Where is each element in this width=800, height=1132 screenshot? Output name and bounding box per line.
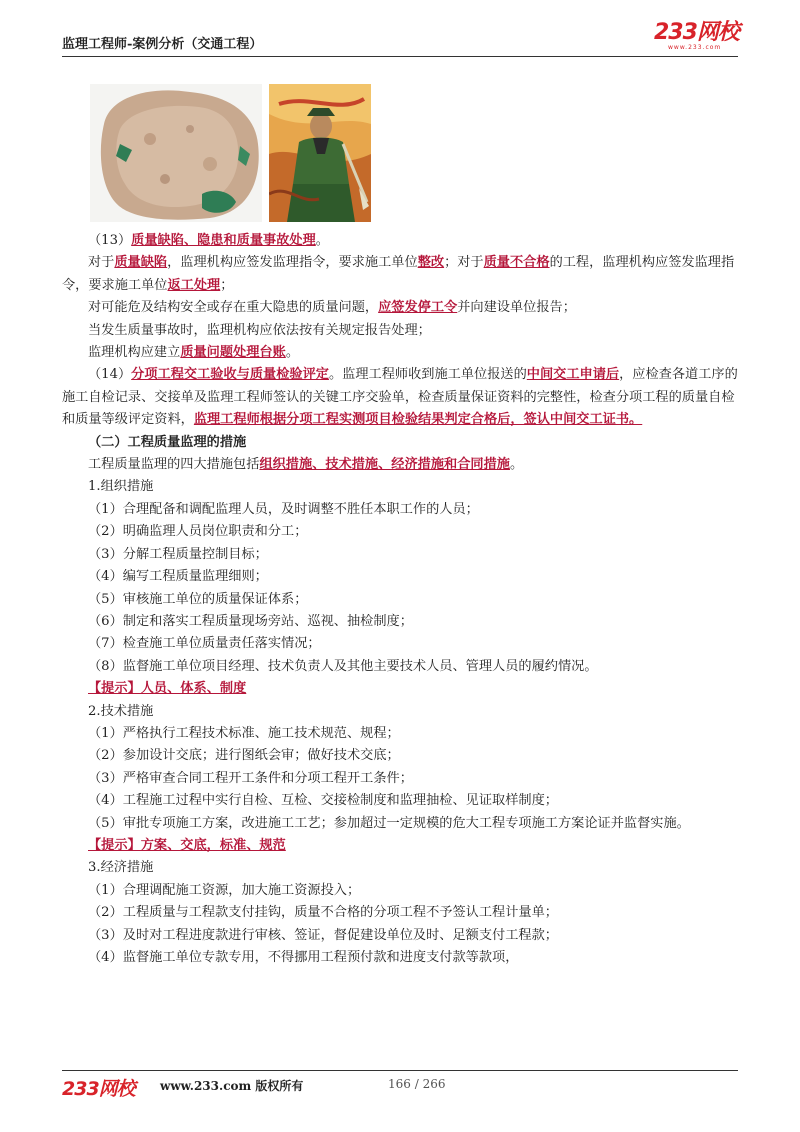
stone-photo [90,84,262,222]
item-13-para-accident: 当发生质量事故时，监理机构应依法按有关规定报告处理； [88,322,431,338]
section-2-intro: 工程质量监理的四大措施包括组织措施、技术措施、经济措施和合同措施。 [88,457,524,473]
list-item: （3）分解工程质量控制目标； [88,546,268,562]
item-13-para-stop: 对可能危及结构安全或存在重大隐患的质量问题，应签发停工令并向建设单位报告； [88,300,576,316]
econ-measures-title: 3.经济措施 [88,860,154,876]
list-item: （7）检查施工单位质量责任落实情况； [88,636,321,652]
item-13-heading: （13）质量缺陷、隐患和质量事故处理。 [88,233,329,248]
list-item: （1）合理配备和调配监理人员，及时调整不胜任本职工作的人员； [88,501,479,517]
list-item: （3）严格审查合同工程开工条件和分项工程开工条件； [88,770,413,786]
footer-copyright: www.233.com 版权所有 [160,1079,304,1093]
list-item: （5）审批专项施工方案，改进施工工艺；参加超过一定规模的危大工程专项施工方案论证并监督实施。 [88,815,690,831]
section-2-title: （二）工程质量监理的措施 [88,434,247,450]
list-item: （4）监督施工单位专款专用，不得挪用工程预付款和进度支付款等款项， [88,950,519,965]
list-item: （1）合理调配施工资源，加大施工资源投入； [88,882,361,898]
tech-tip: 【提示】方案、交底，标准、规范 [88,837,286,853]
list-item: （8）监督施工单位项目经理、技术负责人及其他主要技术人员、管理人员的履约情况。 [88,658,598,674]
list-item: （2）参加设计交底；进行图纸会审；做好技术交底； [88,748,400,764]
header-divider [62,56,738,57]
brand-logo[interactable] [654,22,744,52]
tech-measures-title: 2.技术措施 [88,703,154,719]
logo-text: 233网校 [654,20,739,45]
general-painting [269,84,371,222]
footer-divider [62,1070,738,1071]
list-item: （5）审核施工单位的质量保证体系； [88,591,308,607]
item-13-para-defects: 对于质量缺陷，监理机构应签发监理指令，要求施工单位整改；对于质量不合格的工程，监理机构应签发监理指令，要求施工单位返工处理； [62,255,735,293]
list-item: （1）严格执行工程技术标准、施工技术规范、规程； [88,725,400,741]
document-body [62,230,742,969]
list-item: （2）工程质量与工程款支付挂钩，质量不合格的分项工程不予签认工程计量单； [88,905,558,921]
org-measures-title: 1.组织措施 [88,479,154,495]
logo-url: www.233.com [668,44,722,51]
footer-logo[interactable]: 233网校 [62,1078,135,1100]
list-item: （4）工程施工过程中实行自检、互检、交接检制度和监理抽检、见证取样制度； [88,793,558,809]
list-item: （6）制定和落实工程质量现场旁站、巡视、抽检制度； [88,613,413,629]
list-item: （4）编写工程质量监理细则； [88,569,268,585]
org-tip: 【提示】人员、体系、制度 [88,681,247,697]
item-13-para-ledger: 监理机构应建立质量问题处理台账。 [88,345,299,361]
header-title: 监理工程师-案例分析（交通工程） [62,37,263,52]
list-item: （2）明确监理人员岗位职责和分工； [88,524,308,540]
page-number: 166 / 266 [388,1077,446,1091]
item-14-para: （14）分项工程交工验收与质量检验评定。监理工程师收到施工单位报送的中间交工申请后，应检查各道工序的施工自检记录、交接单及监理工程师签认的关键工序交验单，检查质量保证资料的完整性，检查分项工程的质量自检和质量等级评定资料，监理工程师根据分项工程实测项目检验结果判定合格后，签认中间交工证书。 [62,367,738,428]
list-item: （3）及时对工程进度款进行审核、签证，督促建设单位及时、足额支付工程款； [88,927,558,943]
